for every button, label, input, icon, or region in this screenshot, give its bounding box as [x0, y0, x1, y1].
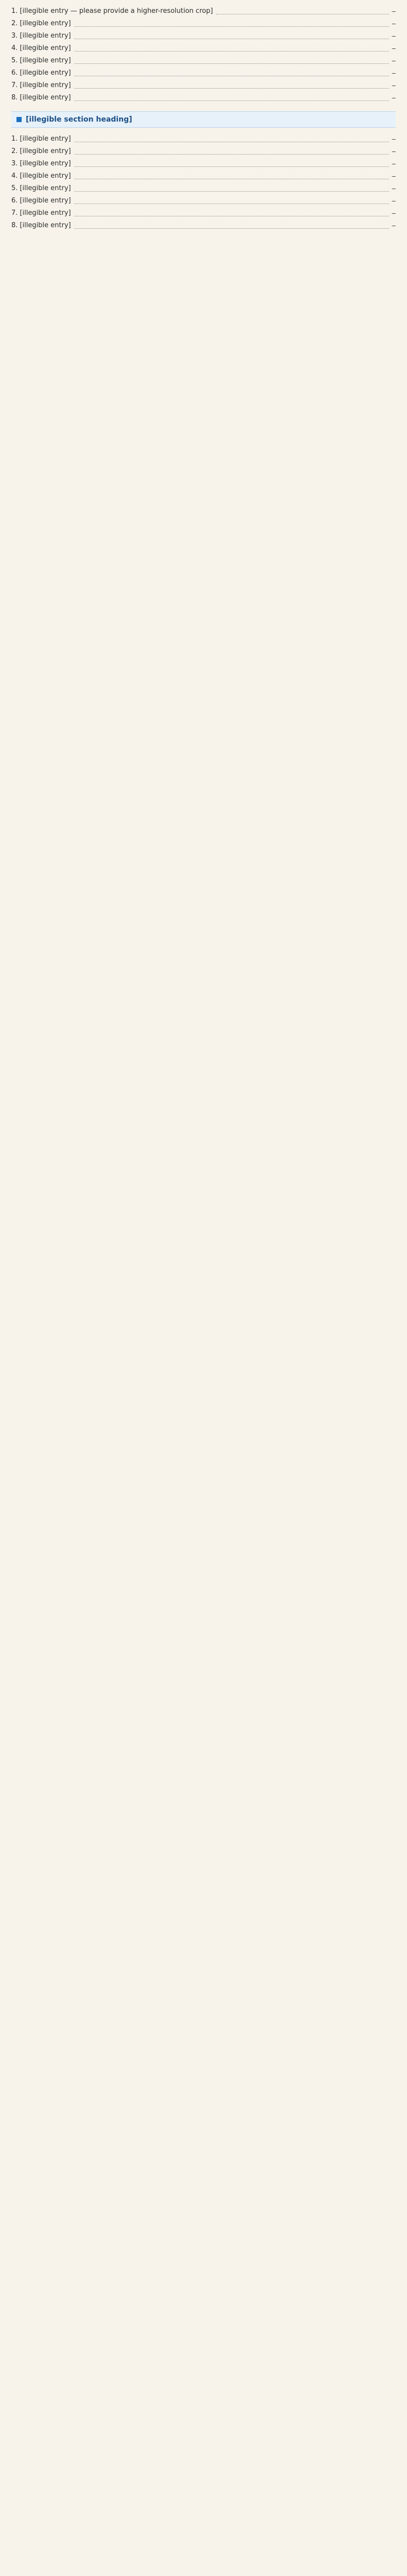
dot-leader: [74, 51, 389, 52]
toc-entry-page: —: [392, 57, 396, 64]
toc-entry[interactable]: [11, 133, 396, 145]
toc-entry[interactable]: [11, 145, 396, 158]
dot-leader: [74, 166, 389, 167]
toc-entry-title: [illegible entry]: [20, 20, 71, 27]
toc-entry[interactable]: [11, 182, 396, 195]
dot-leader: [74, 228, 389, 229]
toc-entry-number: 8.: [11, 222, 18, 229]
toc-entry-number: 8.: [11, 94, 18, 101]
toc-entry-title: [illegible entry]: [20, 94, 71, 101]
toc-entry-page: —: [392, 70, 396, 77]
toc-entry[interactable]: [11, 170, 396, 182]
toc-entry-page: —: [392, 160, 396, 167]
toc-entry-number: 5.: [11, 184, 18, 192]
dot-leader: [74, 154, 389, 155]
section-title: [illegible section heading]: [26, 115, 132, 124]
toc-entry-number: 4.: [11, 44, 18, 52]
toc-entry-title: [illegible entry]: [20, 69, 71, 77]
toc-entry-number: 6.: [11, 197, 18, 205]
toc-entry-title: [illegible entry]: [20, 209, 71, 217]
dot-leader: [74, 26, 389, 27]
toc-entry-number: 2.: [11, 147, 18, 155]
toc-entry[interactable]: [11, 158, 396, 170]
toc-entry[interactable]: [11, 55, 396, 67]
toc-entry[interactable]: [11, 67, 396, 79]
toc-entry[interactable]: [11, 18, 396, 30]
toc-entry-page: —: [392, 82, 396, 89]
section-marker-icon: [16, 117, 22, 122]
toc-entry-number: 3.: [11, 160, 18, 167]
toc-entry-number: 1.: [11, 135, 18, 143]
toc-entry[interactable]: [11, 92, 396, 104]
toc-entry-title: [illegible entry]: [20, 197, 71, 205]
toc-entry-title: [illegible entry]: [20, 135, 71, 143]
toc-entry[interactable]: [11, 5, 396, 18]
toc-entry[interactable]: [11, 219, 396, 232]
toc-entry[interactable]: [11, 42, 396, 55]
toc-entry-number: 7.: [11, 81, 18, 89]
toc-entry-page: —: [392, 197, 396, 205]
toc-page: [0, 0, 407, 240]
toc-list: [11, 133, 396, 232]
toc-entry[interactable]: [11, 195, 396, 207]
toc-entry-page: —: [392, 210, 396, 217]
dot-leader: [74, 88, 389, 89]
toc-entry-number: 6.: [11, 69, 18, 77]
toc-entry-page: —: [392, 8, 396, 15]
toc-entry-number: 3.: [11, 32, 18, 40]
toc-entry[interactable]: [11, 79, 396, 92]
toc-entry-page: —: [392, 173, 396, 180]
toc-entry-title: [illegible entry]: [20, 222, 71, 229]
toc-entry-number: 7.: [11, 209, 18, 217]
toc-entry-page: —: [392, 148, 396, 155]
toc-entry-title: [illegible entry]: [20, 172, 71, 180]
dot-leader: [74, 191, 389, 192]
toc-entry-page: —: [392, 185, 396, 192]
toc-entry-page: —: [392, 32, 396, 40]
toc-entry-title: [illegible entry]: [20, 147, 71, 155]
toc-entry-page: —: [392, 94, 396, 101]
toc-entry[interactable]: [11, 30, 396, 42]
toc-entry-number: 2.: [11, 20, 18, 27]
toc-entry-page: —: [392, 222, 396, 229]
dot-leader: [74, 100, 389, 101]
dot-leader: [74, 63, 389, 64]
toc-entry-title: [illegible entry — please provide a higher-resolution crop]: [20, 7, 213, 15]
toc-entry[interactable]: [11, 207, 396, 219]
toc-entry-title: [illegible entry]: [20, 184, 71, 192]
toc-entry-title: [illegible entry]: [20, 81, 71, 89]
toc-entry-number: 5.: [11, 57, 18, 64]
toc-entry-page: —: [392, 45, 396, 52]
toc-entry-page: —: [392, 135, 396, 143]
toc-entry-number: 1.: [11, 7, 18, 15]
toc-entry-title: [illegible entry]: [20, 57, 71, 64]
toc-entry-title: [illegible entry]: [20, 32, 71, 40]
toc-entry-title: [illegible entry]: [20, 44, 71, 52]
toc-entry-number: 4.: [11, 172, 18, 180]
toc-list: [11, 5, 396, 104]
toc-entry-page: —: [392, 20, 396, 27]
toc-entry-title: [illegible entry]: [20, 160, 71, 167]
section-header: [11, 111, 396, 128]
